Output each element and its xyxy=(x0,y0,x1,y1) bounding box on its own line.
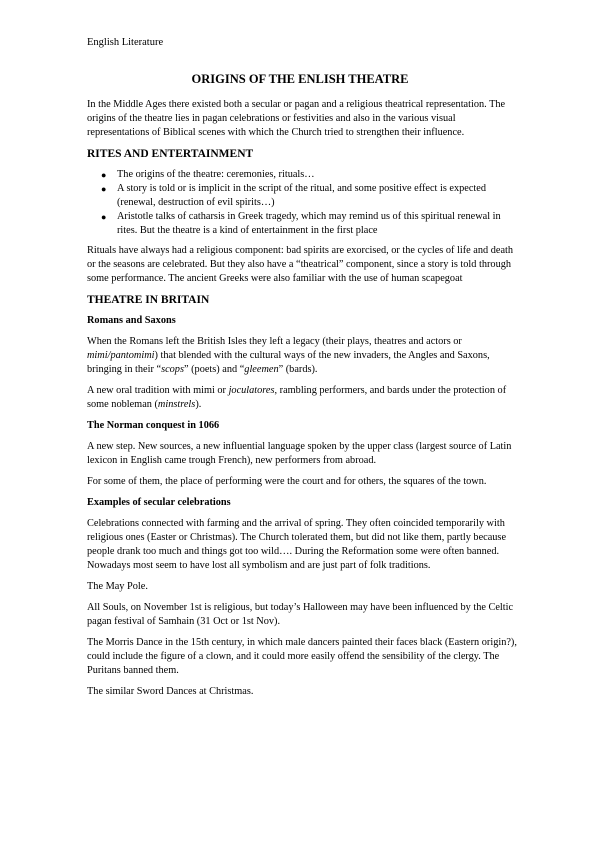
italic-term: minstrels xyxy=(157,399,196,410)
bullet-icon: ● xyxy=(101,184,107,194)
document-title: ORIGINS OF THE ENLISH THEATRE xyxy=(191,72,409,86)
list-item-text: A story is told or is implicit in the script of the ritual, and some positive effect is expected (renewal, destruction of evil spirits…) xyxy=(117,183,486,208)
rites-bullet-list xyxy=(87,168,517,238)
bullet-icon: ● xyxy=(101,170,107,180)
italic-term: gleemen xyxy=(244,364,279,375)
list-item-text: The origins of the theatre: ceremonies, rituals… xyxy=(117,169,315,180)
text-run: ” (bards). xyxy=(278,364,318,375)
italic-term: scops xyxy=(161,364,184,375)
list-item xyxy=(101,210,517,238)
subheading-romans: Romans and Saxons xyxy=(87,315,176,326)
subheading-norman: The Norman conquest in 1066 xyxy=(87,420,220,431)
list-item xyxy=(101,168,517,182)
text-run: , rambling performers, and bards under the protection of some nobleman ( xyxy=(87,385,507,410)
intro-paragraph: In the Middle Ages there existed both a secular or pagan and a religious theatrical representation. The origins of the theatre lies in pagan celebrations or festivities and also in the various visual representations of Biblical scenes with which the Church tried to strengthen their influence. xyxy=(87,99,506,138)
italic-term: joculatores xyxy=(228,385,275,396)
romans-paragraph-1 xyxy=(87,335,517,377)
secular-paragraph-4: The Morris Dance in the 15th century, in which male dancers painted their faces black (Eastern origin?), could include the figure of a clown, and it could more easily offend the sensibility of the clergy. The Puritans banned them. xyxy=(87,637,517,676)
text-run: ) that blended with the cultural ways of the new invaders, the Angles and Saxons, bringing in their “ xyxy=(87,350,490,375)
list-item xyxy=(101,182,517,210)
text-run: ” (poets) and “ xyxy=(183,364,245,375)
section-heading-britain: THEATRE IN BRITAIN xyxy=(87,294,210,306)
secular-paragraph-1: Celebrations connected with farming and the arrival of spring. They often coincided temporarily with religious ones (Easter or Christmas). The Church tolerated them, but did not like them, partly because people drank too much and things got too wild…. During the Reformation some were often banned. Nowadays most seem to have lost all symbolism and are just part of folk traditions. xyxy=(87,518,507,571)
page-header: English Literature xyxy=(87,37,164,48)
document-body xyxy=(87,98,517,706)
norman-paragraph-1: A new step. New sources, a new influential language spoken by the upper class (largest source of Latin lexicon in English came trough French), new performers from abroad. xyxy=(87,441,512,466)
secular-paragraph-5: The similar Sword Dances at Christmas. xyxy=(87,686,254,697)
text-run: ). xyxy=(195,399,202,410)
italic-term: mimi/pantomimi xyxy=(87,350,155,361)
secular-paragraph-2: The May Pole. xyxy=(87,581,148,592)
list-item-text: Aristotle talks of catharsis in Greek tragedy, which may remind us of this spiritual renewal in rites. But the theatre is a kind of entertainment in the first place xyxy=(117,211,501,236)
secular-paragraph-3: All Souls, on November 1st is religious, but today’s Halloween may have been influenced by the Celtic pagan festival of Samhain (31 Oct or 1st Nov). xyxy=(87,602,514,627)
norman-paragraph-2: For some of them, the place of performing were the court and for others, the squares of the town. xyxy=(87,476,487,487)
rites-paragraph: Rituals have always had a religious component: bad spirits are exorcised, or the cycles of life and death or the seasons are celebrated. But they also have a “theatrical” component, since a story is told through some performance. The ancient Greeks were also familiar with the use of human scapegoat xyxy=(87,245,514,284)
section-heading-rites: RITES AND ENTERTAINMENT xyxy=(87,148,254,160)
text-run: A new oral tradition with mimi or xyxy=(87,385,229,396)
bullet-icon: ● xyxy=(101,212,107,222)
romans-paragraph-2 xyxy=(87,384,517,412)
text-run: When the Romans left the British Isles they left a legacy (their plays, theatres and actors or xyxy=(87,336,462,347)
subheading-secular: Examples of secular celebrations xyxy=(87,497,231,508)
